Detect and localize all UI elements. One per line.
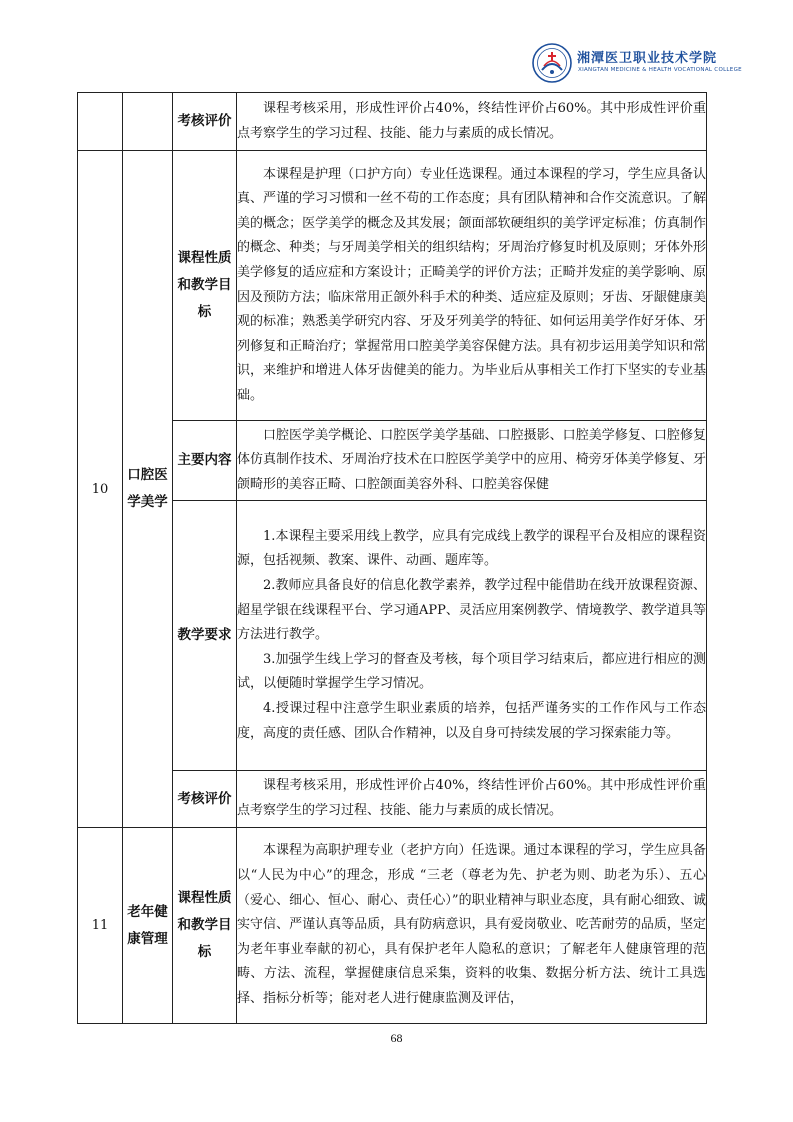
assess-label: 考核评价 bbox=[173, 93, 237, 151]
school-logo bbox=[532, 41, 757, 91]
course-name: 老年健康管理 bbox=[123, 828, 173, 1024]
school-name-en: XIANGTAN MEDICINE & HEALTH VOCATIONAL COLLEGE bbox=[578, 67, 742, 73]
nature-label: 课程性质和教学目标 bbox=[173, 828, 237, 1024]
table-row bbox=[78, 151, 707, 421]
teaching-item: 1.本课程主要采用线上教学，应具有完成线上教学的课程平台及相应的课程资源，包括视频、教案、课件、动画、题库等。 bbox=[237, 528, 706, 569]
content-text: 口腔医学美学概论、口腔医学美学基础、口腔摄影、口腔美学修复、口腔修复体仿真制作技术、牙周治疗技术在口腔医学美学中的应用、椅旁牙体美学修复、牙颌畸形的美容正畸、口腔颌面美容外科、口腔美容保健 bbox=[237, 421, 707, 501]
table-row bbox=[78, 828, 707, 1024]
table-row bbox=[78, 421, 707, 501]
course-name: 口腔医学美学 bbox=[123, 151, 173, 828]
school-emblem-icon bbox=[532, 43, 572, 83]
teaching-label: 教学要求 bbox=[173, 501, 237, 771]
nature-label: 课程性质和教学目标 bbox=[173, 151, 237, 421]
course-table bbox=[77, 92, 707, 1024]
teaching-item: 3.加强学生线上学习的督查及考核，每个项目学习结束后，都应进行相应的测试，以便随时掌握学生学习情况。 bbox=[237, 651, 706, 692]
table-row bbox=[78, 501, 707, 771]
course-number-cell bbox=[78, 93, 123, 151]
course-name-cell bbox=[123, 93, 173, 151]
page-number: 68 bbox=[390, 1031, 403, 1045]
course-number: 10 bbox=[78, 151, 123, 828]
nature-text: 本课程为高职护理专业（老护方向）任选课。通过本课程的学习，学生应具备以“人民为中心”的理念，形成 “三老（尊老为先、护老为则、助老为乐）、五心（爱心、细心、恒心、耐心、责任心）”的职业精神与职业态度，具有耐心细致、诚实守信、严谨认真等品质，具有防病意识，具有爱岗敬业、吃苦耐劳的品质，坚定为老年事业奉献的初心，具有保护老年人隐私的意识；了解老年人健康管理的范畴、方法、流程，掌握健康信息采集，资料的收集、数据分析方法、统计工具选择、指标分析等；能对老人进行健康监测及评估， bbox=[237, 828, 707, 1024]
table-row bbox=[78, 771, 707, 828]
teaching-text bbox=[237, 501, 707, 771]
assess-label: 考核评价 bbox=[173, 771, 237, 828]
assess-text: 课程考核采用，形成性评价占40%，终结性评价占60%。其中形成性评价重点考察学生的学习过程、技能、能力与素质的成长情况。 bbox=[237, 93, 707, 151]
content-label: 主要内容 bbox=[173, 421, 237, 501]
assess-text: 课程考核采用，形成性评价占40%，终结性评价占60%。其中形成性评价重点考察学生的学习过程、技能、能力与素质的成长情况。 bbox=[237, 771, 707, 828]
school-name-cn: 湘潭医卫职业技术学院 bbox=[577, 51, 718, 66]
nature-text: 本课程是护理（口护方向）专业任选课程。通过本课程的学习，学生应具备认真、严谨的学习习惯和一丝不苟的工作态度；具有团队精神和合作交流意识。了解美的概念；医学美学的概念及其发展；颌面部软硬组织的美学评定标准；仿真制作的概念、种类；与牙周美学相关的组织结构；牙周治疗修复时机及原则；牙体外形美学修复的适应症和方案设计；正畸美学的评价方法；正畸并发症的美学影响、原因及预防方法；临床常用正颌外科手术的种类、适应症及原则；牙齿、牙龈健康美观的标准；熟悉美学研究内容、牙及牙列美学的特征、如何运用美学作好牙体、牙列修复和正畸治疗；掌握常用口腔美学美容保健方法。具有初步运用美学知识和常识，来维护和增进人体牙齿健美的能力。为毕业后从事相关工作打下坚实的专业基础。 bbox=[237, 151, 707, 421]
teaching-item: 2.教师应具备良好的信息化教学素养，教学过程中能借助在线开放课程资源、超星学银在线课程平台、学习通APP、灵活应用案例教学、情境教学、教学道具等方法进行教学。 bbox=[237, 578, 706, 643]
course-number: 11 bbox=[78, 828, 123, 1024]
table-row bbox=[78, 93, 707, 151]
teaching-item: 4.授课过程中注意学生职业素质的培养，包括严谨务实的工作作风与工作态度，高度的责任感、团队合作精神，以及自身可持续发展的学习探索能力等。 bbox=[237, 700, 706, 741]
